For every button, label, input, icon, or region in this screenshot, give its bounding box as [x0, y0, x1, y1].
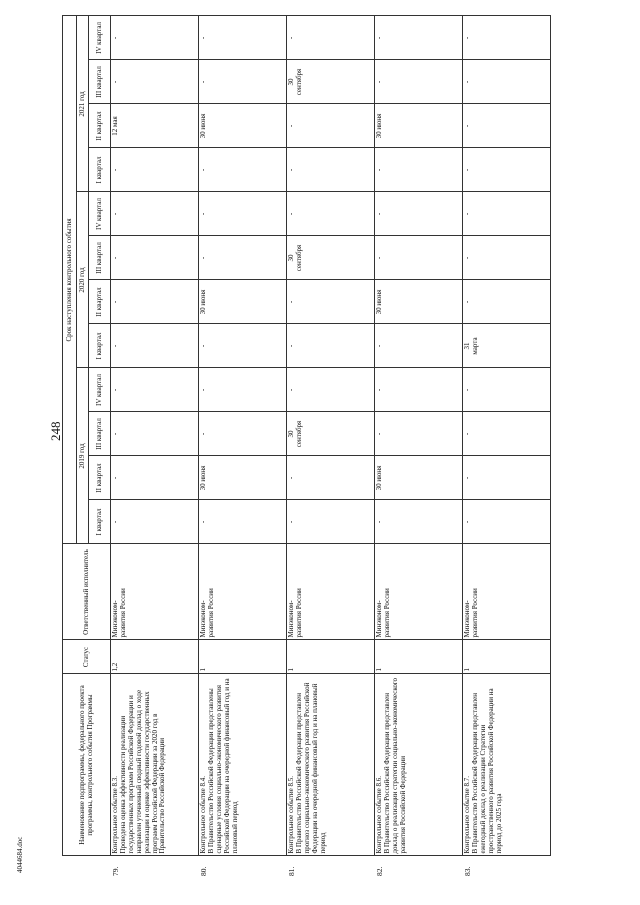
quarter-deadline: -	[287, 368, 375, 412]
footer-filename: 4044684.doc	[16, 836, 24, 873]
quarter-deadline: -	[287, 500, 375, 544]
quarter-deadline: -	[375, 412, 463, 456]
event-executor: Минэконом- развития России	[111, 544, 199, 640]
quarter-deadline: 30 сентября	[287, 60, 375, 104]
quarter-deadline: -	[375, 324, 463, 368]
header-quarter: I квартал	[89, 324, 111, 368]
event-executor: Минэконом- развития России	[199, 544, 287, 640]
quarter-deadline: -	[199, 324, 287, 368]
header-quarter: IV квартал	[89, 16, 111, 60]
row-number: 79.	[110, 866, 120, 876]
event-status: 1	[463, 640, 551, 674]
table-row	[463, 16, 551, 878]
header-quarter: IV квартал	[89, 368, 111, 412]
quarter-deadline: 30 июня	[199, 280, 287, 324]
quarter-deadline: -	[375, 368, 463, 412]
quarter-deadline: 30 июня	[375, 280, 463, 324]
quarter-deadline: 30 июня	[199, 456, 287, 500]
quarter-deadline: -	[199, 60, 287, 104]
table-row	[287, 16, 375, 878]
quarter-deadline: -	[375, 236, 463, 280]
quarter-deadline: 30 июня	[375, 456, 463, 500]
quarter-deadline: -	[199, 368, 287, 412]
header-year: 2021 год	[77, 16, 89, 192]
event-executor: Минэконом- развития России	[463, 544, 551, 640]
event-status: 1	[287, 640, 375, 674]
quarter-deadline: -	[287, 148, 375, 192]
page-number: 248	[48, 421, 63, 441]
quarter-deadline: -	[111, 368, 199, 412]
quarter-deadline: 12 мая	[111, 104, 199, 148]
header-quarter: III квартал	[89, 236, 111, 280]
header-executor: Ответственный исполнитель	[63, 544, 111, 640]
row-number-header	[63, 856, 111, 878]
row-number: 81.	[286, 866, 296, 876]
quarter-deadline: 30 июня	[375, 104, 463, 148]
quarter-deadline: -	[463, 60, 551, 104]
quarter-deadline: -	[463, 16, 551, 60]
quarter-deadline: 30 сентября	[287, 412, 375, 456]
row-number: 83.	[462, 866, 472, 876]
event-status: 1,2	[111, 640, 199, 674]
quarter-deadline: -	[111, 412, 199, 456]
table-body	[111, 16, 551, 878]
quarter-deadline: -	[287, 324, 375, 368]
header-quarter: II квартал	[89, 456, 111, 500]
quarter-deadline: -	[287, 16, 375, 60]
quarter-deadline: -	[463, 236, 551, 280]
row-number: 82.	[374, 866, 384, 876]
header-year: 2019 год	[77, 368, 89, 544]
quarter-deadline: 30 сентября	[287, 236, 375, 280]
quarter-deadline: -	[463, 280, 551, 324]
quarter-deadline: -	[199, 236, 287, 280]
header-quarter: IV квартал	[89, 192, 111, 236]
header-status: Статус	[63, 640, 111, 674]
header-deadline: Срок наступления контрольного события	[63, 16, 77, 544]
quarter-deadline: -	[111, 500, 199, 544]
quarter-deadline: -	[111, 280, 199, 324]
quarter-deadline: -	[463, 192, 551, 236]
quarter-deadline: -	[111, 324, 199, 368]
quarter-deadline: -	[111, 16, 199, 60]
table-row	[375, 16, 463, 878]
quarter-deadline: -	[111, 148, 199, 192]
event-name: Контрольное событие 8.4. В Правительство Российской Федерации представлены сценарные условия социально-экономического развития Российской Федерации на очередной финансовый год и на плановый период	[199, 674, 287, 856]
quarter-deadline: 30 июня	[199, 104, 287, 148]
quarter-deadline: -	[375, 148, 463, 192]
quarter-deadline: -	[463, 368, 551, 412]
quarter-deadline: -	[111, 192, 199, 236]
quarter-deadline: -	[199, 500, 287, 544]
header-quarter: III квартал	[89, 412, 111, 456]
quarter-deadline: -	[463, 412, 551, 456]
control-events-table	[62, 15, 551, 878]
header-year: 2020 год	[77, 192, 89, 368]
event-executor: Минэконом- развития России	[375, 544, 463, 640]
header-quarter: II квартал	[89, 280, 111, 324]
quarter-deadline: -	[199, 16, 287, 60]
event-status: 1	[375, 640, 463, 674]
table-row	[199, 16, 287, 878]
event-status: 1	[199, 640, 287, 674]
quarter-deadline: -	[287, 104, 375, 148]
quarter-deadline: -	[111, 456, 199, 500]
row-number: 80.	[198, 866, 208, 876]
quarter-deadline: -	[287, 192, 375, 236]
quarter-deadline: -	[199, 148, 287, 192]
table-row	[111, 16, 199, 878]
event-name: Контрольное событие 8.7. В Правительство Российской Федерации представлен ежегодный доклад о реализации Стратегии пространственного развития Российской Федерации на период до 2025 года	[463, 674, 551, 856]
quarter-deadline: -	[375, 500, 463, 544]
quarter-deadline: -	[199, 192, 287, 236]
quarter-deadline: -	[111, 236, 199, 280]
quarter-deadline: -	[463, 500, 551, 544]
header-quarter: I квартал	[89, 148, 111, 192]
rotated-table-page	[62, 16, 526, 878]
quarter-deadline: -	[111, 60, 199, 104]
quarter-deadline: 31 марта	[463, 324, 551, 368]
table-header	[63, 16, 111, 878]
event-executor: Минэконом- развития России	[287, 544, 375, 640]
quarter-deadline: -	[375, 16, 463, 60]
quarter-deadline: -	[287, 456, 375, 500]
event-name: Контрольное событие 8.5. В Правительство Российской Федерации представлен прогноз социально-экономического развития Российской Федерации на очередной финансовый год и на плановый период	[287, 674, 375, 856]
header-quarter: II квартал	[89, 104, 111, 148]
header-quarter: III квартал	[89, 60, 111, 104]
quarter-deadline: -	[287, 280, 375, 324]
event-name: Контрольное событие 8.6. В Правительство Российской Федерации представлен доклад о реализации стратегии социально-экономического развития Российской Федерации	[375, 674, 463, 856]
quarter-deadline: -	[463, 104, 551, 148]
quarter-deadline: -	[375, 60, 463, 104]
quarter-deadline: -	[463, 456, 551, 500]
quarter-deadline: -	[375, 192, 463, 236]
quarter-deadline: -	[199, 412, 287, 456]
header-name: Наименование подпрограммы, федерального проекта программы, контрольного события Программы	[63, 674, 111, 856]
event-name: Контрольное событие 8.3. Проведена оценка эффективности реализации государственных программ Российской Федерации и направлен уточненный сводный годовой доклад о ходе реализации и оценке эффективности государственных программ Российской Федерации за 2020 год в Правительство Российской Федерации	[111, 674, 199, 856]
header-quarter: I квартал	[89, 500, 111, 544]
quarter-deadline: -	[463, 148, 551, 192]
